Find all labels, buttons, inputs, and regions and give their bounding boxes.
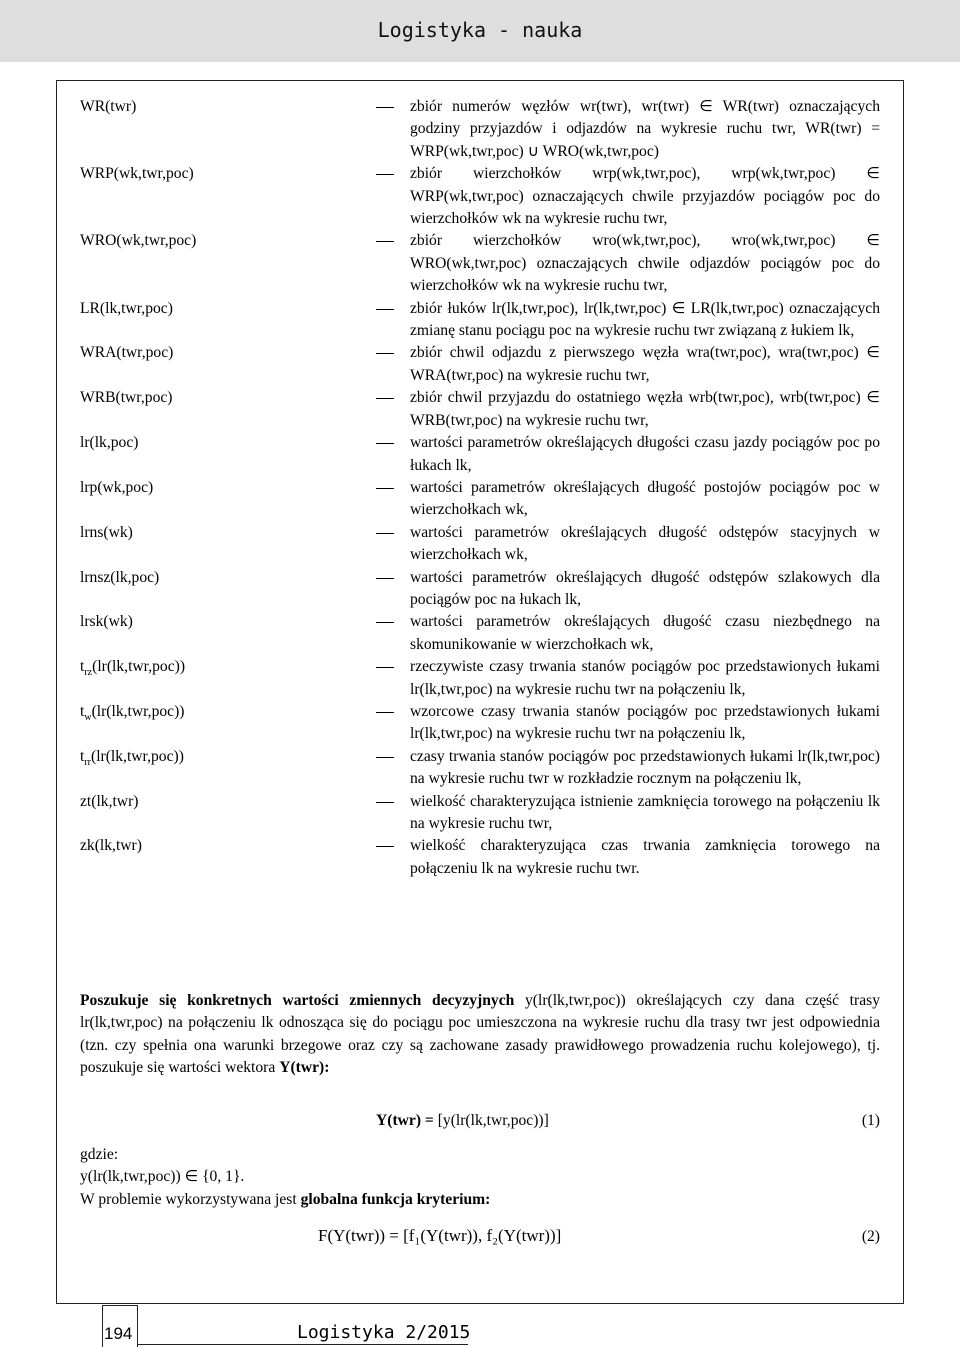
equation-1-number: (1) xyxy=(861,1112,880,1129)
definition-row xyxy=(80,522,880,567)
definition-row xyxy=(80,656,880,701)
definition-row xyxy=(80,746,880,791)
definition-term: lrnsz(lk,poc) xyxy=(80,568,160,586)
definition-dash xyxy=(376,611,410,656)
definition-dash xyxy=(376,387,410,432)
definition-description: wartości parametrów określających długości czasu jazdy pociągów poc po łukach lk, xyxy=(410,434,880,474)
definition-description: wielkość charakteryzująca czas trwania zamknięcia torowego na połączeniu lk na wykresie ruchu twr. xyxy=(410,837,880,877)
definition-description: wzorcowe czasy trwania stanów pociągów poc przedstawionych łukami lr(lk,twr,poc) na wykresie ruchu twr na połączeniu lk, xyxy=(410,702,880,743)
main-paragraph xyxy=(80,990,880,1080)
definition-dash xyxy=(376,746,410,791)
equation-1-rhs: [y(lr(lk,twr,poc))] xyxy=(437,1112,549,1129)
term-subscript: rr xyxy=(84,756,92,768)
definition-row xyxy=(80,791,880,836)
definition-description: zbiór wierzchołków wro(wk,twr,poc), wro(wk,twr,poc) ∈ WRO(wk,twr,poc) oznaczających chwile odjazdów pociągów poc do wierzchołków wk na wykresie ruchu twr, xyxy=(410,232,880,295)
definition-term: WRP(wk,twr,poc) xyxy=(80,165,194,183)
definition-row xyxy=(80,163,880,230)
definition-description: zbiór numerów węzłów wr(twr), wr(twr) ∈ WR(twr) oznaczających godziny przyjazdów i odjazdów na wykresie ruchu twr, WR(twr) = WRP(wk,twr,poc) ∪ WRO(wk,twr,poc) xyxy=(410,98,880,160)
term-rest: (lr(lk,twr,poc)) xyxy=(92,658,186,676)
definition-row xyxy=(80,611,880,656)
definition-dash xyxy=(376,477,410,522)
definition-term: WRB(twr,poc) xyxy=(80,389,173,407)
definition-row xyxy=(80,701,880,746)
definition-dash xyxy=(376,342,410,387)
definition-description: czasy trwania stanów pociągów poc przedstawionych łukami lr(lk,twr,poc) na wykresie ruchu twr w rozkładzie rocznym na połączeniu lk, xyxy=(410,747,880,788)
definition-dash xyxy=(376,656,410,701)
definition-description: wartości parametrów określających długość czasu niezbędnego na skomunikowanie w wierzchołkach wk, xyxy=(410,613,880,653)
definition-term: WR(twr) xyxy=(80,98,137,115)
definition-description: zbiór łuków lr(lk,twr,poc), lr(lk,twr,poc) ∈ LR(lk,twr,poc) oznaczających zmianę stanu pociągu poc na wykresie ruchu twr związaną z łukiem lk, xyxy=(410,299,880,340)
term-subscript: rz xyxy=(84,667,93,679)
equation-2-number: (2) xyxy=(861,1228,880,1245)
footer-rule xyxy=(138,1344,468,1345)
definition-dash xyxy=(376,432,410,477)
definition-term xyxy=(80,701,376,746)
definition-dash xyxy=(376,230,410,297)
journal-name: Logistyka 2/2015 xyxy=(297,1322,471,1343)
definition-dash xyxy=(376,522,410,567)
equation-2-body: F(Y(twr)) = [f₁(Y(twr)), f₂(Y(twr))] xyxy=(318,1226,562,1245)
definition-description: zbiór chwil przyjazdu do ostatniego węzła wrb(twr,poc), wrb(twr,poc) ∈ WRB(twr,poc) na wykresie ruchu twr, xyxy=(410,389,880,429)
definition-description: zbiór wierzchołków wrp(wk,twr,poc), wrp(wk,twr,poc) ∈ WRP(wk,twr,poc) oznaczających chwile przyjazdów pociągów poc do wierzchołków wk na wykresie ruchu twr, xyxy=(410,165,880,228)
definition-dash xyxy=(376,96,410,163)
definition-term: lrsk(wk) xyxy=(80,613,133,631)
definition-term: zt(lk,twr) xyxy=(80,792,139,810)
definition-description: wartości parametrów określających długość postojów pociągów poc w wierzchołkach wk, xyxy=(410,478,880,519)
definition-description: wielkość charakteryzująca istnienie zamknięcia torowego na połączeniu lk na wykresie ruchu twr, xyxy=(410,792,880,832)
definition-term: WRA(twr,poc) xyxy=(80,344,174,362)
term-rest: (lr(lk,twr,poc)) xyxy=(91,702,185,720)
definition-dash xyxy=(376,298,410,343)
definition-dash xyxy=(376,701,410,746)
criterion-line xyxy=(80,1189,490,1211)
definition-term: lrp(wk,poc) xyxy=(80,478,154,496)
definition-term xyxy=(80,656,376,701)
definition-dash xyxy=(376,791,410,836)
definition-description: wartości parametrów określających długość odstępów szlakowych dla pociągów poc na łukach lk, xyxy=(410,568,880,608)
definition-row xyxy=(80,567,880,612)
term-rest: (lr(lk,twr,poc)) xyxy=(91,747,184,765)
definition-term xyxy=(80,746,376,791)
definition-row xyxy=(80,96,880,163)
definition-row xyxy=(80,387,880,432)
term-base: t xyxy=(80,658,85,676)
definition-row xyxy=(80,835,880,880)
term-base: t xyxy=(80,747,85,765)
definition-term: lr(lk,poc) xyxy=(80,434,139,452)
definition-description: wartości parametrów określających długość odstępów stacyjnych w wierzchołkach wk, xyxy=(410,523,880,564)
definition-row xyxy=(80,477,880,522)
paragraph-bold-tail: Y(twr): xyxy=(279,1059,330,1077)
domain-line: y(lr(lk,twr,poc)) ∈ {0, 1}. xyxy=(80,1168,245,1186)
running-header-title: Logistyka - nauka xyxy=(377,18,583,42)
definition-term: WRO(wk,twr,poc) xyxy=(80,232,197,250)
definition-row xyxy=(80,342,880,387)
definition-description: rzeczywiste czasy trwania stanów pociągów poc przedstawionych łukami lr(lk,twr,poc) na wykresie ruchu twr na połączeniu lk, xyxy=(410,658,880,698)
criterion-bold: globalna funkcja kryterium: xyxy=(300,1190,491,1208)
definition-dash xyxy=(376,163,410,230)
definition-term: zk(lk,twr) xyxy=(80,837,142,855)
gdzie-label: gdzie: xyxy=(80,1146,119,1163)
paragraph-text: y(lr(lk,twr,poc)) określających czy dana część trasy lr(lk,twr,poc) na połączeniu lk odnosząca się do pociągu poc umieszczona na wykresie ruchu dla trasy twr jest odpowiednia (tzn. czy spełnia ona warunki brzegowe oraz czy są zachowane zasady prawidłowego prowadzenia ruchu kolejowego), tj. poszukuje się wartości wektora xyxy=(80,992,880,1077)
definition-term: lrns(wk) xyxy=(80,523,133,541)
definitions-list xyxy=(80,96,880,880)
term-subscript: w xyxy=(84,712,92,724)
definition-row xyxy=(80,230,880,297)
paragraph-bold-lead: Poszukuje się konkretnych wartości zmiennych decyzyjnych xyxy=(80,992,515,1009)
definition-row xyxy=(80,432,880,477)
page-number: 194 xyxy=(104,1324,133,1343)
equation-1-lhs: Y(twr) = xyxy=(376,1112,438,1129)
definition-dash xyxy=(376,835,410,880)
gdzie-block xyxy=(80,1144,490,1211)
definition-dash xyxy=(376,567,410,612)
definition-row xyxy=(80,298,880,343)
equation-1-body xyxy=(376,1112,549,1130)
definition-term: LR(lk,twr,poc) xyxy=(80,299,173,317)
term-base: t xyxy=(80,702,85,720)
criterion-text: W problemie wykorzystywana jest xyxy=(80,1190,301,1208)
definition-description: zbiór chwil odjazdu z pierwszego węzła wra(twr,poc), wra(twr,poc) ∈ WRA(twr,poc) na wykresie ruchu twr, xyxy=(410,344,880,384)
